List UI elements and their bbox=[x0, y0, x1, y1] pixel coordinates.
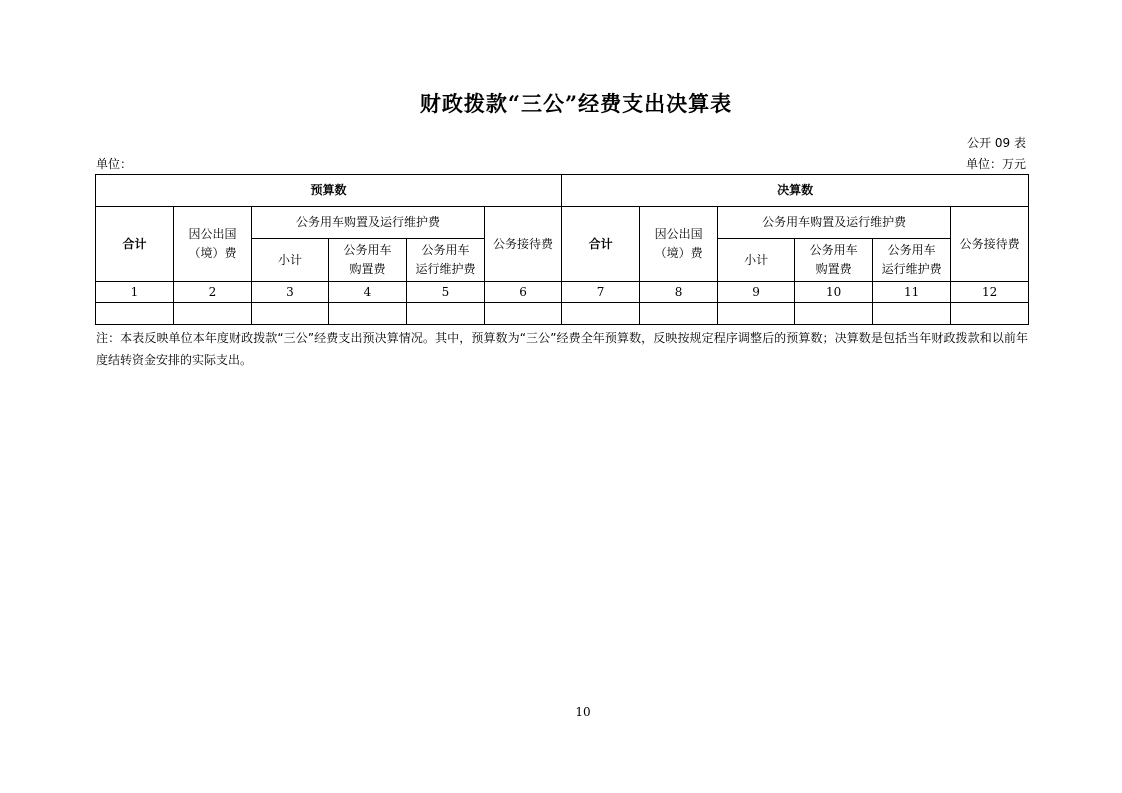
header-line: 购置费 bbox=[349, 262, 386, 276]
budget-reception-header: 公务接待费 bbox=[485, 207, 562, 282]
column-number: 10 bbox=[795, 282, 873, 303]
column-number: 12 bbox=[951, 282, 1029, 303]
data-cell bbox=[407, 303, 485, 325]
final-subtotal-header: 小计 bbox=[718, 239, 795, 282]
budget-vehicle-header: 公务用车购置及运行维护费 bbox=[252, 207, 485, 239]
unit-label: 单位： bbox=[96, 157, 133, 171]
data-cell bbox=[174, 303, 252, 325]
form-number: 公开 09 表 bbox=[967, 136, 1026, 150]
header-line: （境）费 bbox=[654, 246, 703, 260]
header-line: （境）费 bbox=[188, 246, 237, 260]
data-cell bbox=[252, 303, 329, 325]
data-cell bbox=[485, 303, 562, 325]
column-number: 9 bbox=[718, 282, 795, 303]
data-cell bbox=[951, 303, 1029, 325]
header-line: 运行维护费 bbox=[881, 262, 942, 276]
column-number-row bbox=[96, 282, 1029, 303]
budget-group-header: 预算数 bbox=[96, 175, 562, 207]
budget-operation-header bbox=[407, 239, 485, 282]
header-line: 因公出国 bbox=[654, 227, 703, 241]
column-number: 2 bbox=[174, 282, 252, 303]
column-number: 5 bbox=[407, 282, 485, 303]
three-public-expenses-table bbox=[95, 174, 1029, 325]
column-number: 8 bbox=[640, 282, 718, 303]
data-cell bbox=[873, 303, 951, 325]
header-line: 公务用车 bbox=[343, 243, 392, 257]
table-note: 注：本表反映单位本年度财政拨款“三公”经费支出预决算情况。其中，预算数为“三公”经费全年预算数，反映按规定程序调整后的预算数；决算数是包括当年财政拨款和以前年度结转资金安排的实际支出。 bbox=[96, 331, 1028, 367]
final-operation-header bbox=[873, 239, 951, 282]
data-cell bbox=[329, 303, 407, 325]
header-line: 因公出国 bbox=[188, 227, 237, 241]
data-cell bbox=[795, 303, 873, 325]
data-cell bbox=[718, 303, 795, 325]
final-total-header: 合计 bbox=[562, 207, 640, 282]
column-number: 4 bbox=[329, 282, 407, 303]
budget-purchase-header bbox=[329, 239, 407, 282]
budget-abroad-header bbox=[174, 207, 252, 282]
column-number: 11 bbox=[873, 282, 951, 303]
column-number: 6 bbox=[485, 282, 562, 303]
header-line: 运行维护费 bbox=[415, 262, 476, 276]
column-number: 1 bbox=[96, 282, 174, 303]
final-abroad-header bbox=[640, 207, 718, 282]
column-number: 3 bbox=[252, 282, 329, 303]
data-row bbox=[96, 303, 1029, 325]
budget-subtotal-header: 小计 bbox=[252, 239, 329, 282]
data-cell bbox=[96, 303, 174, 325]
document-title: 财政拨款“三公”经费支出决算表 bbox=[419, 91, 733, 116]
header-line: 公务用车 bbox=[887, 243, 936, 257]
page-number: 10 bbox=[575, 705, 591, 719]
budget-total-header: 合计 bbox=[96, 207, 174, 282]
final-group-header: 决算数 bbox=[562, 175, 1029, 207]
header-line: 购置费 bbox=[815, 262, 852, 276]
data-cell bbox=[640, 303, 718, 325]
final-purchase-header bbox=[795, 239, 873, 282]
column-number: 7 bbox=[562, 282, 640, 303]
header-line: 公务用车 bbox=[421, 243, 470, 257]
header-line: 公务用车 bbox=[809, 243, 858, 257]
final-reception-header: 公务接待费 bbox=[951, 207, 1029, 282]
data-cell bbox=[562, 303, 640, 325]
currency-unit-label: 单位：万元 bbox=[965, 157, 1026, 171]
final-vehicle-header: 公务用车购置及运行维护费 bbox=[718, 207, 951, 239]
